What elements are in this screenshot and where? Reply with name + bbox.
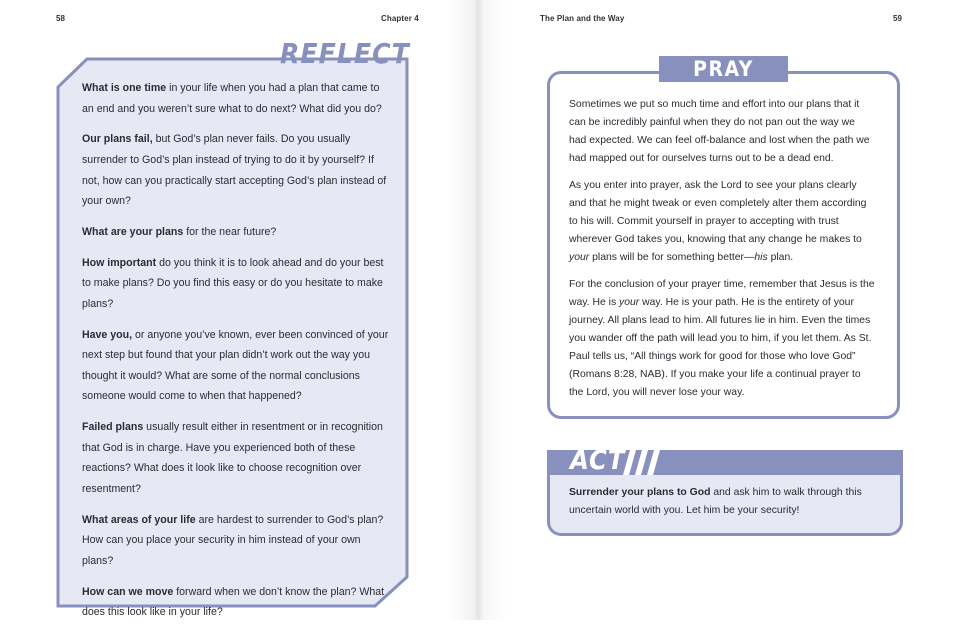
reflect-questions (82, 78, 392, 633)
running-head-left: Chapter 4 (381, 14, 419, 23)
running-head-right: The Plan and the Way (540, 14, 625, 23)
reflect-heading: REFLECT (280, 37, 410, 70)
question-1: What is one time in your life when you had a plan that came to an end and you weren’t sure what to do next? What did you do? (82, 82, 382, 115)
left-page (0, 0, 477, 620)
act-heading: ACT (570, 445, 626, 476)
page-number-right: 59 (893, 14, 903, 23)
act-paragraph: Surrender your plans to God and ask him to walk through this uncertain world with you. Let him be your security! (569, 487, 862, 516)
page-number-left: 58 (56, 14, 66, 23)
question-3: What are your plans for the near future? (82, 225, 277, 238)
pray-paragraph-2: As you enter into prayer, ask the Lord to see your plans clearly and that he might tweak or even completely alter them according to his will. Commit yourself in prayer to accepting with trust wherever God takes you, knowing that any change he makes to your plans will be for something better—his plan. (569, 180, 867, 263)
question-8: How can we move forward when we don’t know the plan? What does this look like in your life? (82, 585, 385, 619)
pray-text (569, 96, 875, 411)
right-page (477, 0, 954, 620)
pray-heading: PRAY (693, 57, 754, 81)
pray-paragraph-3: For the conclusion of your prayer time, remember that Jesus is the way. He is your way. He is your path. He is the entirety of your journey. All plans lead to him. All futures lie in him. Even the times you wander off the path will lead you to him, if you let them. As St. Paul tells us, “All things work for good for those who love God” (Romans 8:28, NAB). If you make your life a continual prayer to the Lord, you will never lose your way. (569, 279, 875, 398)
slash-decoration-icon (621, 450, 665, 476)
question-2: Our plans fail, but God’s plan never fails. Do you usually surrender to God’s plan instead of trying to do it by yourself? If not, how can you practically start accepting God’s plan instead of your own? (82, 133, 387, 208)
question-5: Have you, or anyone you’ve known, ever been convinced of your next step but found that your plan didn’t work out the way you thought it would? What are some of the normal conclusions someone would come to when that happened? (82, 328, 389, 403)
act-text (569, 484, 879, 529)
question-7: What areas of your life are hardest to surrender to God’s plan? How can you place your security in him instead of your own plans? (82, 513, 384, 567)
question-6: Failed plans usually result either in resentment or in recognition that God is in charge. Have you experienced both of these reactions? What does it look like to choose recognition over resentment? (82, 421, 383, 496)
pray-paragraph-1: Sometimes we put so much time and effort into our plans that it can be incredibly painful when they do not pan out the way we had expected. We can feel off-balance and lost when the path we had mapped out for ourselves turns out to be a dead end. (569, 99, 870, 164)
question-4: How important do you think it is to look ahead and do your best to make plans? Do you find this easy or do you hesitate to make plans? (82, 256, 384, 310)
